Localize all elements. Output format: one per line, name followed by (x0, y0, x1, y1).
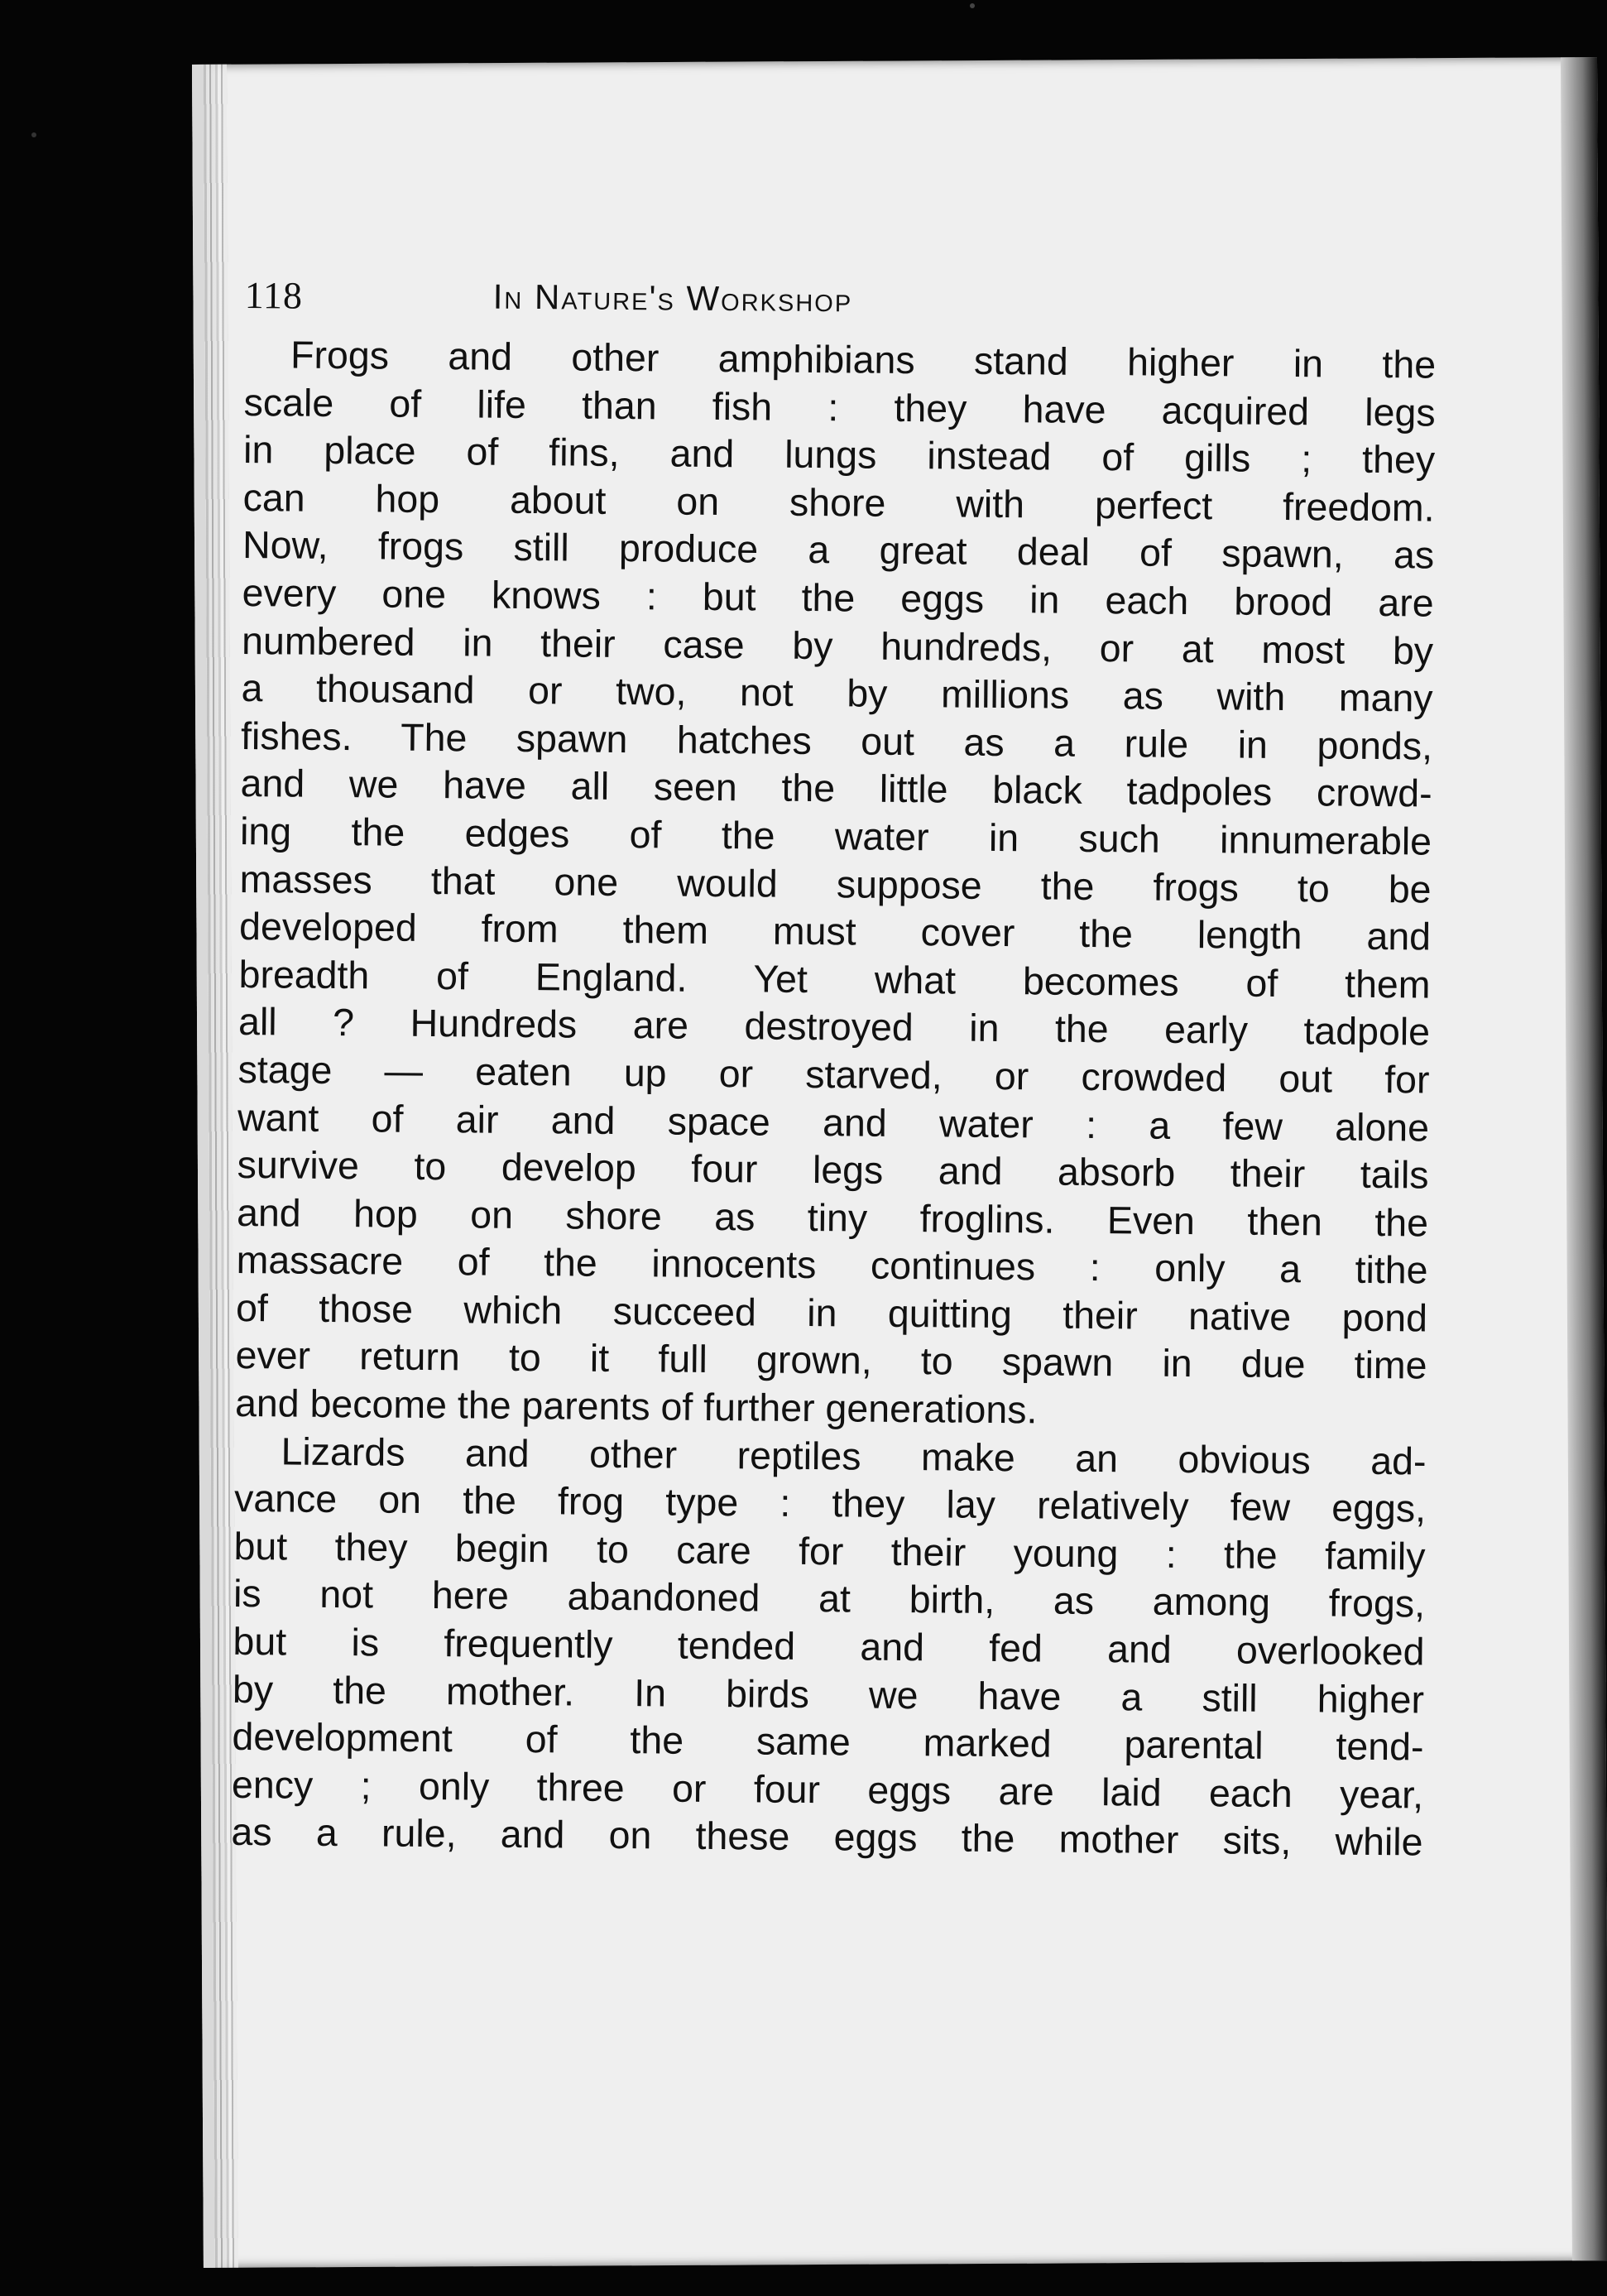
text-line: can hop about on shore with perfect freedom. (242, 475, 1435, 530)
text-line: numbered in their case by hundreds, or at most by (241, 618, 1434, 673)
text-line: masses that one would suppose the frogs to be (239, 857, 1432, 911)
text-line: Now, frogs still produce a great deal of spawn, as (242, 523, 1435, 577)
text-line: survive to develop four legs and absorb their tails (237, 1143, 1429, 1197)
text-line: developed from them must cover the length and (238, 905, 1432, 958)
text-line: Lizards and other reptiles make an obvious ad- (281, 1429, 1427, 1483)
text-line: development of the same marked parental tend- (232, 1715, 1424, 1769)
text-line: massacre of the innocents continues : only a tithe (236, 1238, 1428, 1292)
text-line: want of air and space and water : a few alone (237, 1095, 1430, 1150)
running-head (245, 273, 1437, 330)
text-line: by the mother. In birds we have a still higher (232, 1667, 1425, 1722)
paragraph-1 (235, 331, 1437, 1438)
dust-speck (31, 132, 36, 137)
page-text (231, 273, 1437, 1866)
page-gutter (204, 65, 238, 2268)
dust-speck (970, 3, 975, 8)
text-line: ever return to it full grown, to spawn in due time (235, 1333, 1427, 1387)
text-line: every one knows : but the eggs in each brood are (242, 570, 1434, 625)
running-title: In Nature's Workshop (492, 276, 853, 319)
text-line: vance on the frog type : they lay relatively few eggs, (233, 1477, 1427, 1530)
text-line: and become the parents of further generations. (234, 1381, 1038, 1432)
page-number: 118 (244, 273, 304, 317)
text-line: but is frequently tended and fed and overlooked (233, 1619, 1425, 1674)
text-line: but they begin to care for their young : the family (233, 1524, 1426, 1578)
text-line: Frogs and other amphibians stand higher in the (290, 333, 1437, 387)
text-line: as a rule, and on these eggs the mother sits, while (231, 1810, 1423, 1864)
text-line: ing the edges of the water in such innumerable (239, 809, 1432, 863)
text-line: in place of fins, and lungs instead of gills ; they (242, 428, 1436, 482)
text-line: breadth of England. Yet what becomes of them (238, 952, 1431, 1006)
page-edge (1561, 57, 1607, 2260)
text-line: and hop on shore as tiny froglins. Even then the (236, 1190, 1429, 1245)
text-line: ency ; only three or four eggs are laid each year, (231, 1762, 1424, 1817)
text-line: of those which succeed in quitting their native pond (235, 1285, 1428, 1340)
text-line: a thousand or two, not by millions as with many (241, 666, 1433, 720)
text-line: fishes. The spawn hatches out as a rule in ponds, (240, 713, 1433, 768)
paragraph-2 (231, 1428, 1426, 1867)
text-line: all ? Hundreds are destroyed in the early tadpole (237, 1000, 1431, 1054)
text-line: scale of life than fish : they have acquired legs (243, 380, 1436, 435)
text-line: stage — eaten up or starved, or crowded out for (237, 1047, 1430, 1102)
text-line: is not here abandoned at birth, as among frogs, (233, 1572, 1426, 1626)
text-line: and we have all seen the little black tadpoles crowd- (240, 761, 1432, 815)
